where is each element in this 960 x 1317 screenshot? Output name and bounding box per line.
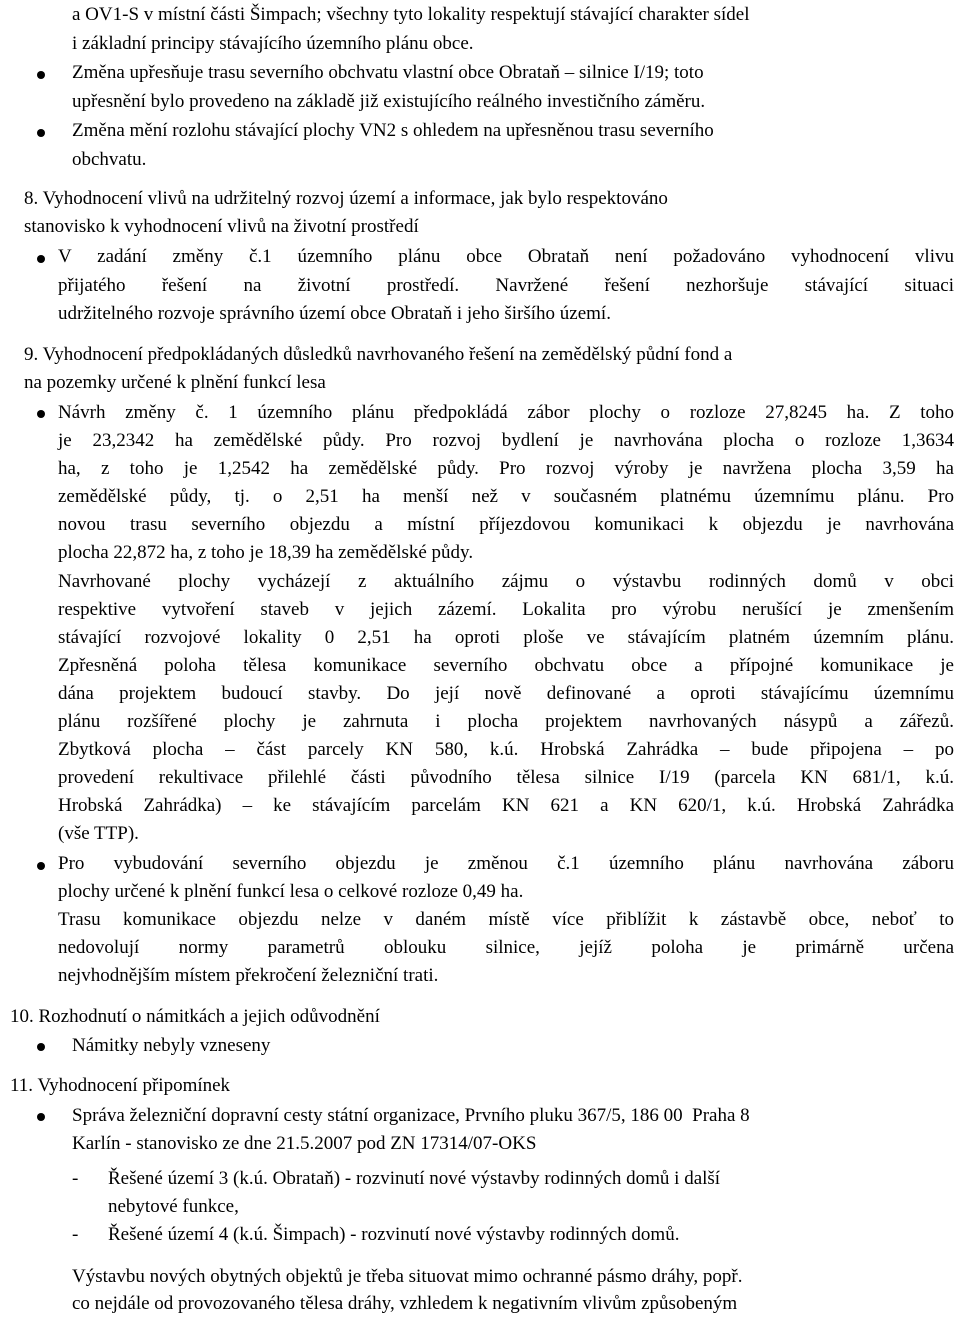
bullet-line: přijatého řešení na životní prostředí. Navržené řešení nezhoršuje stávající situaci: [58, 275, 954, 296]
bullet-line: dána projektem budoucí stavby. Do její nově definované a oproti stávajícímu územnímu: [58, 683, 954, 704]
bullet-line: Zbytková plocha – část parcely KN 580, k.ú. Hrobská Zahrádka – bude připojena – po: [58, 739, 954, 760]
dash-marker: -: [72, 1168, 79, 1189]
bullet-line: stávající rozvojové lokality 0 2,51 ha oproti ploše ve stávajícím platném územním plánu.: [58, 627, 954, 648]
section-heading: 10. Rozhodnutí o námitkách a jejich odůvodnění: [10, 1006, 380, 1027]
section-heading: 9. Vyhodnocení předpokládaných důsledků navrhovaného řešení na zemědělský půdní fond a: [24, 344, 733, 365]
paragraph-line: a OV1-S v místní části Šimpach; všechny tyto lokality respektují stávající charakter sídel: [72, 4, 750, 25]
bullet-icon: [37, 129, 45, 137]
bullet-icon: [37, 410, 45, 418]
bullet-line: Správa železniční dopravní cesty státní organizace, Prvního pluku 367/5, 186 00 Praha 8: [72, 1105, 750, 1126]
bullet-line: Navrhované plochy vycházejí z aktuálního zájmu o výstavbu rodinných domů v obci: [58, 571, 954, 592]
bullet-line: V zadání změny č.1 územního plánu obce Obrataň není požadováno vyhodnocení vlivu: [58, 246, 954, 267]
bullet-line: Námitky nebyly vzneseny: [72, 1035, 271, 1056]
bullet-icon: [37, 862, 45, 870]
bullet-line: Trasu komunikace objezdu nelze v daném místě více přiblížit k zástavbě obce, neboť to: [58, 909, 954, 930]
bullet-icon: [37, 71, 45, 79]
bullet-icon: [37, 255, 45, 263]
bullet-line: nedovolují normy parametrů oblouku silnice, jejíž poloha je primárně určena: [58, 937, 954, 958]
bullet-line: ha, z toho je 1,2542 ha zemědělské půdy. Pro rozvoj výroby je navržena plocha 3,59 ha: [58, 458, 954, 479]
bullet-line: Návrh změny č. 1 územního plánu předpokládá zábor plochy o rozloze 27,8245 ha. Z toho: [58, 402, 954, 423]
bullet-line: Karlín - stanovisko ze dne 21.5.2007 pod ZN 17314/07-OKS: [72, 1133, 537, 1154]
bullet-line: provedení rekultivace přilehlé části původního tělesa silnice I/19 (parcela KN 681/1, k.ú.: [58, 767, 954, 788]
bullet-line: (vše TTP).: [58, 823, 139, 844]
dash-marker: -: [72, 1224, 79, 1245]
bullet-icon: [37, 1113, 45, 1121]
bullet-line: upřesnění bylo provedeno na základě již existujícího reálného investičního záměru.: [72, 91, 706, 112]
bullet-line: Změna mění rozlohu stávající plochy VN2 s ohledem na upřesněnou trasu severního: [72, 120, 714, 141]
paragraph-line: i základní principy stávajícího územního plánu obce.: [72, 33, 474, 54]
bullet-line: plochy určené k plnění funkcí lesa o celkové rozloze 0,49 ha.: [58, 881, 524, 902]
bullet-line: udržitelného rozvoje správního území obce Obrataň i jeho širšího území.: [58, 303, 611, 324]
bullet-line: plánu rozšířené plochy je zahrnuta i plocha projektem navrhovaných násypů a zářezů.: [58, 711, 954, 732]
bullet-line: obchvatu.: [72, 149, 147, 170]
bullet-icon: [37, 1043, 45, 1051]
paragraph-line: Výstavbu nových obytných objektů je třeba situovat mimo ochranné pásmo dráhy, popř.: [72, 1266, 743, 1287]
bullet-line: zemědělské půdy, tj. o 2,51 ha menší než v současném platnému územnímu plánu. Pro: [58, 486, 954, 507]
dash-item-line: nebytové funkce,: [108, 1196, 239, 1217]
section-heading: 11. Vyhodnocení připomínek: [10, 1075, 231, 1096]
dash-item-line: Řešené území 4 (k.ú. Šimpach) - rozvinutí nové výstavby rodinných domů.: [108, 1224, 680, 1245]
bullet-line: je 23,2342 ha zemědělské půdy. Pro rozvoj bydlení je navrhována plocha o rozloze 1,3634: [58, 430, 954, 451]
section-heading: 8. Vyhodnocení vlivů na udržitelný rozvoj území a informace, jak bylo respektováno: [24, 188, 668, 209]
bullet-line: Změna upřesňuje trasu severního obchvatu vlastní obce Obrataň – silnice I/19; toto: [72, 62, 704, 83]
bullet-line: Zpřesněná poloha tělesa komunikace severního obchvatu obce a přípojné komunikace je: [58, 655, 954, 676]
bullet-line: plocha 22,872 ha, z toho je 18,39 ha zemědělské půdy.: [58, 542, 474, 563]
bullet-line: Pro vybudování severního objezdu je změnou č.1 územního plánu navrhována záboru: [58, 853, 954, 874]
dash-item-line: Řešené území 3 (k.ú. Obrataň) - rozvinutí nové výstavby rodinných domů i další: [108, 1168, 721, 1189]
bullet-line: respektive vytvoření staveb v jejich zázemí. Lokalita pro výrobu nerušící je zmenšením: [58, 599, 954, 620]
paragraph-line: co nejdále od provozovaného tělesa dráhy, vzhledem k negativním vlivům způsobeným: [72, 1293, 738, 1314]
bullet-line: nejvhodnějším místem překročení železniční trati.: [58, 965, 439, 986]
section-heading: stanovisko k vyhodnocení vlivů na životní prostředí: [24, 216, 419, 237]
bullet-line: Hrobská Zahrádka) – ke stávajícím parcelám KN 621 a KN 620/1, k.ú. Hrobská Zahrádka: [58, 795, 954, 816]
section-heading: na pozemky určené k plnění funkcí lesa: [24, 372, 326, 393]
bullet-line: novou trasu severního objezdu a místní příjezdovou komunikaci k objezdu je navrhována: [58, 514, 954, 535]
